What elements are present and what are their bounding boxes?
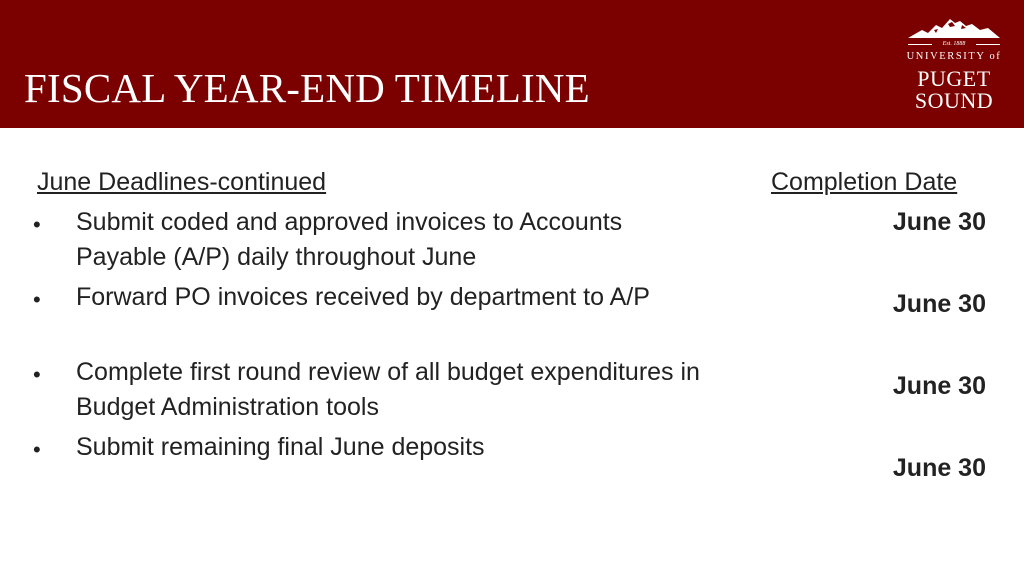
bullet-marker: • <box>33 212 41 237</box>
bullet-marker: • <box>33 437 41 462</box>
slide-header <box>0 0 1024 128</box>
logo-sound-text: SOUND <box>914 88 994 113</box>
deadline-item-text: Submit coded and approved invoices to Accounts Payable (A/P) daily throughout June <box>76 208 623 271</box>
logo-university-text: UNIVERSITY of <box>906 51 1002 62</box>
university-logo <box>900 14 1008 114</box>
slide-title: FISCAL YEAR-END TIMELINE <box>24 65 590 111</box>
completion-date-heading: Completion Date <box>771 168 958 196</box>
logo-established: Est. 1888 <box>942 41 966 47</box>
logo-puget-text: PUGET <box>917 66 991 91</box>
mountain-icon <box>900 14 1008 40</box>
deadline-item-text: Complete first round review of all budget expenditures in Budget Administration tools <box>76 358 700 421</box>
bullet-marker: • <box>33 362 41 387</box>
deadline-date: June 30 <box>892 208 986 236</box>
deadline-date: June 30 <box>892 454 986 482</box>
section-heading: June Deadlines-continued <box>37 168 327 196</box>
logo-divider-right <box>976 44 1000 45</box>
deadline-date: June 30 <box>892 290 986 318</box>
deadline-item-text: Submit remaining final June deposits <box>76 433 485 461</box>
deadline-item-text: Forward PO invoices received by department to A/P <box>76 283 650 311</box>
bullet-marker: • <box>33 287 41 312</box>
deadline-date: June 30 <box>892 372 986 400</box>
